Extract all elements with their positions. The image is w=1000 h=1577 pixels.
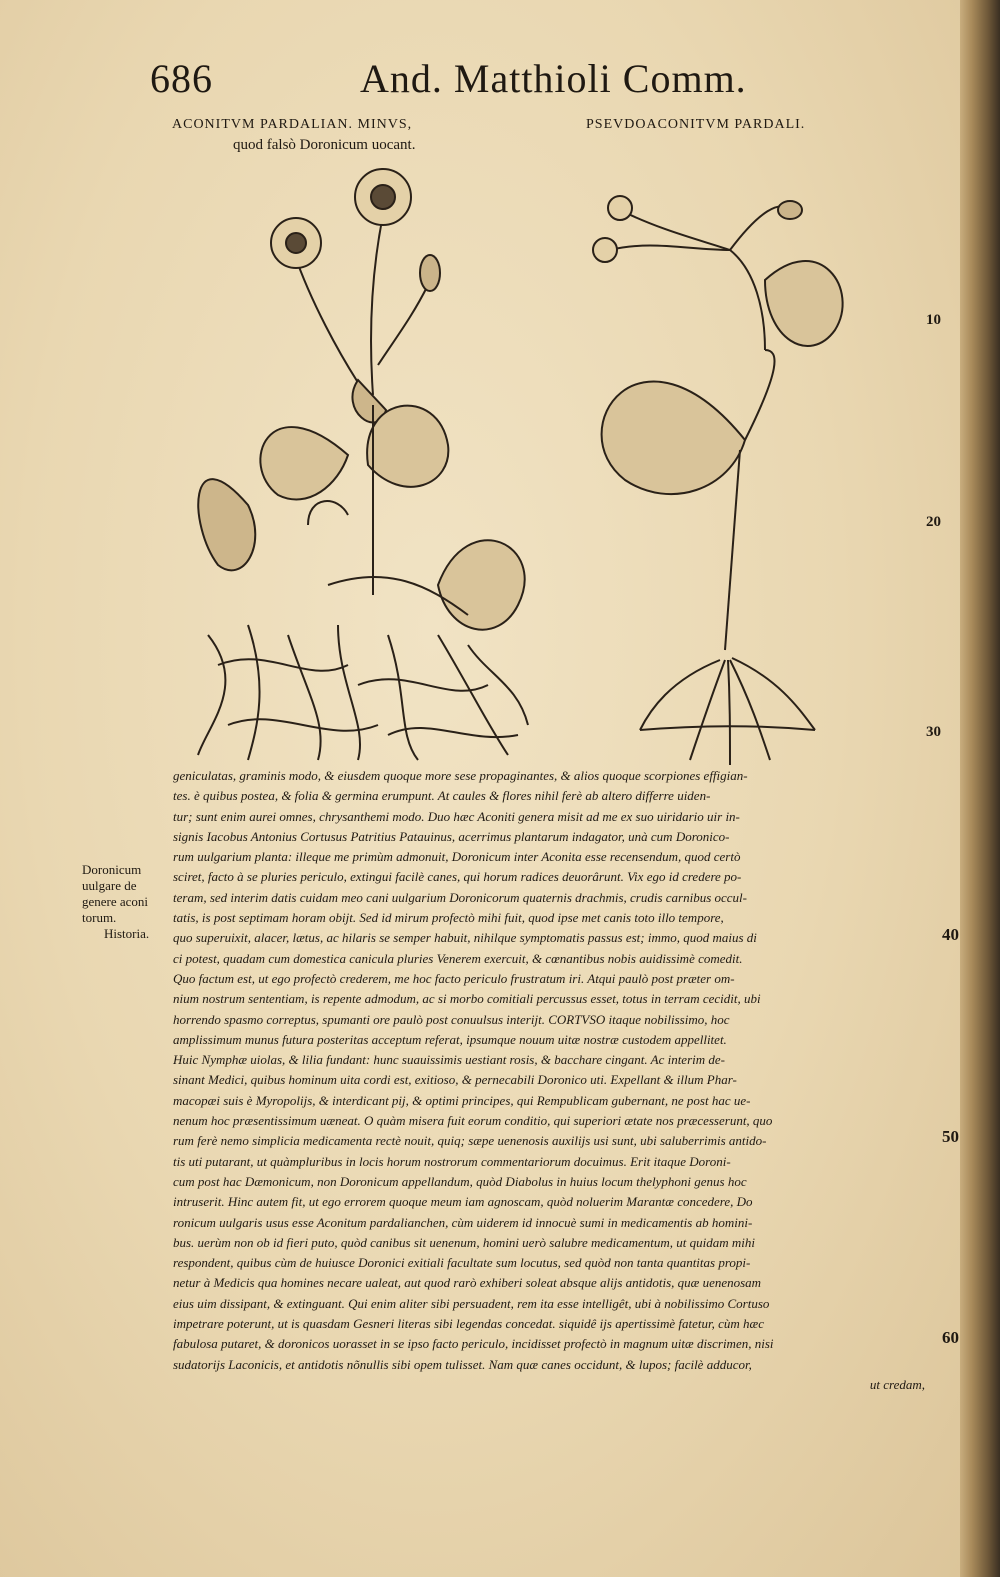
text-line: bus. uerùm non ob id fieri puto, quòd canibus sit uenenum, homini uerò salubre medicamentum, ut quidam mihi — [173, 1234, 755, 1250]
text-line: macopæi suis è Myropolijs, & interdicant pij, & optimi principes, qui Rempublicam gubernant, ne post hac ue- — [173, 1092, 751, 1108]
page-edge — [960, 0, 1000, 1577]
margin-note-line: genere aconi — [82, 894, 149, 909]
text-line: nium nostrum sententiam, is repente admodum, ac si morbo comitiali percussus esset, totus in terram cecidit, ubi — [173, 991, 761, 1007]
text-line: amplissimum munus futura posteritas acceptum referat, ipsumque nouum uitæ nostræ custodem appellitet. — [173, 1031, 727, 1047]
page-number: 686 — [150, 56, 213, 101]
catchword-line: ut credam, — [869, 1376, 925, 1392]
text-line: nenum hoc præsentissimum uæneat. O quàm misera fuit eorum conditio, qui superiori ætate nos præcesserunt, quo — [173, 1113, 773, 1129]
text-line: rum uulgarium planta: illeque me primùm admonuit, Doronicum inter Aconita esse recensendum, quod certò — [173, 849, 741, 865]
text-line: Quo factum est, ut ego profectò crederem, me hoc facto periculo frustratum iri. Atqui paulò post præter om- — [173, 970, 735, 986]
text-line: tis uti putarant, ut quàmpluribus in locis horum nostrorum commentariorum docuimus. Erit itaque Doroni- — [173, 1153, 731, 1169]
text-line: fabulosa putaret, & doronicos uorasset in se ipso facto periculo, incidisset profectò in magnum uitæ discrimen, nisi — [173, 1336, 774, 1352]
heart-leaf-plant-illustration — [580, 170, 860, 770]
line-number-40: 40 — [942, 925, 959, 944]
line-number-20: 20 — [926, 514, 941, 530]
text-line: quo superuixit, alacer, lætus, ac hilaris se semper habuit, nihilque symptomatis passus est; immo, quod maius di — [173, 930, 757, 946]
line-number-10: 10 — [926, 312, 941, 328]
text-line: netur à Medicis qua homines necare ualeat, aut quod rarò exhiberi soleat absque alijs antidotis, quæ uenenosam — [173, 1275, 762, 1291]
text-line: eius uim dissipant, & extinguant. Qui enim aliter sibi persuadent, rem ita esse intelligêt, ubi à nobilissimo Cortuso — [173, 1295, 770, 1311]
margin-note-line: uulgare de — [82, 878, 137, 893]
margin-note-line: Doronicum — [82, 862, 142, 877]
text-line: rum ferè nemo simplicia medicamenta rectè nouit, quiq; sæpe uenenosis auxilijs usi sunt, ubi saluberrimis antido- — [173, 1133, 767, 1149]
text-line: sciret, facto à se pluries periculo, extingui facilè canes, qui horum radices deuorârunt. Vix ego id credere po- — [173, 869, 742, 885]
text-line: respondent, quibus cùm de huiusce Doronici exitiali facultate sum locutus, sed quòd non tanta quantitas propi- — [173, 1255, 751, 1271]
text-line: tatis, is post septimam horam obijt. Sed id mirum profectò mihi fuit, quod ipse met canis toto illo tempore, — [173, 910, 724, 926]
line-number-60: 60 — [942, 1328, 959, 1347]
text-line: signis Iacobus Antonius Cortusus Patritius Patauinus, acerrimus plantarum indagator, unà cum Doronico- — [173, 828, 730, 844]
text-line: impetrare poterunt, ut is quasdam Gesneri literas sibi legendas concedat. siquidê ijs apertissimè fatetur, cùm hæc — [173, 1316, 764, 1332]
left-figure-caption: ACONITVM PARDALIAN. MINVS, — [172, 117, 413, 132]
text-line: intruserit. Hinc autem fit, ut ego errorem quoque meum iam agnoscam, quòd noluerim Marantæ concedere, Do — [173, 1194, 753, 1210]
margin-note-line: torum. — [82, 910, 117, 925]
text-line: horrendo spasmo correptus, spumanti ore paulò post conuulsus interijt. CORTVSO itaque nobilissimo, hoc — [173, 1011, 730, 1027]
text-line: cum post hac Dæmonicum, non Doronicum appellandum, quòd Diabolus in huius locum thelyphoni genus hoc — [173, 1173, 747, 1189]
body-text — [173, 766, 943, 1395]
right-figure-caption: PSEVDOACONITVM PARDALI. — [586, 117, 806, 132]
text-line: ronicum uulgaris usus esse Aconitum pardalianchen, cùm uiderem id innocuè sumi in medicamentis ab homini- — [173, 1214, 753, 1230]
running-title: And. Matthioli Comm. — [360, 56, 747, 101]
text-line: ci potest, quadam cum domestica canicula pluries Venerem exercuit, & cœnantibus nobis auidissimè comedit. — [173, 950, 743, 966]
margin-note — [82, 862, 174, 942]
flowering-plant-illustration — [188, 165, 533, 765]
line-number-30: 30 — [926, 724, 941, 740]
text-line: sinant Medici, quibus hominum uita cordi est, exitioso, & pernecabili Doronico uti. Expellant & illum Phar- — [173, 1072, 737, 1088]
text-line: Huic Nymphæ uiolas, & lilia fundant: hunc suauissimis uestiant rosis, & bacchare cingant. Ac interim de- — [173, 1052, 725, 1068]
text-line: teram, sed interim datis cuidam meo cani uulgarium Doronicorum quaternis drachmis, crudis carnibus occul- — [173, 889, 747, 905]
text-line: tes. è quibus postea, & folia & germina erumpunt. At caules & flores nihil ferè ab altero differre uiden- — [173, 788, 711, 804]
text-line: tur; sunt enim aurei omnes, chrysanthemi modo. Duo hæc Aconiti genera misit ad me ex suo uiridario uir in- — [173, 808, 740, 824]
left-figure-subcaption: quod falsò Doronicum uocant. — [233, 137, 416, 153]
text-line: geniculatas, graminis modo, & eiusdem quoque more sese propaginantes, & alios quoque scorpiones effigian- — [173, 768, 748, 783]
margin-note-line: Historia. — [104, 926, 150, 941]
text-line: sudatorijs Laconicis, et antidotis nõnullis sibi opem tulisset. Nam quæ canes occidunt, & lupos; facilè adducor, — [173, 1356, 752, 1372]
line-number-50: 50 — [942, 1127, 959, 1146]
